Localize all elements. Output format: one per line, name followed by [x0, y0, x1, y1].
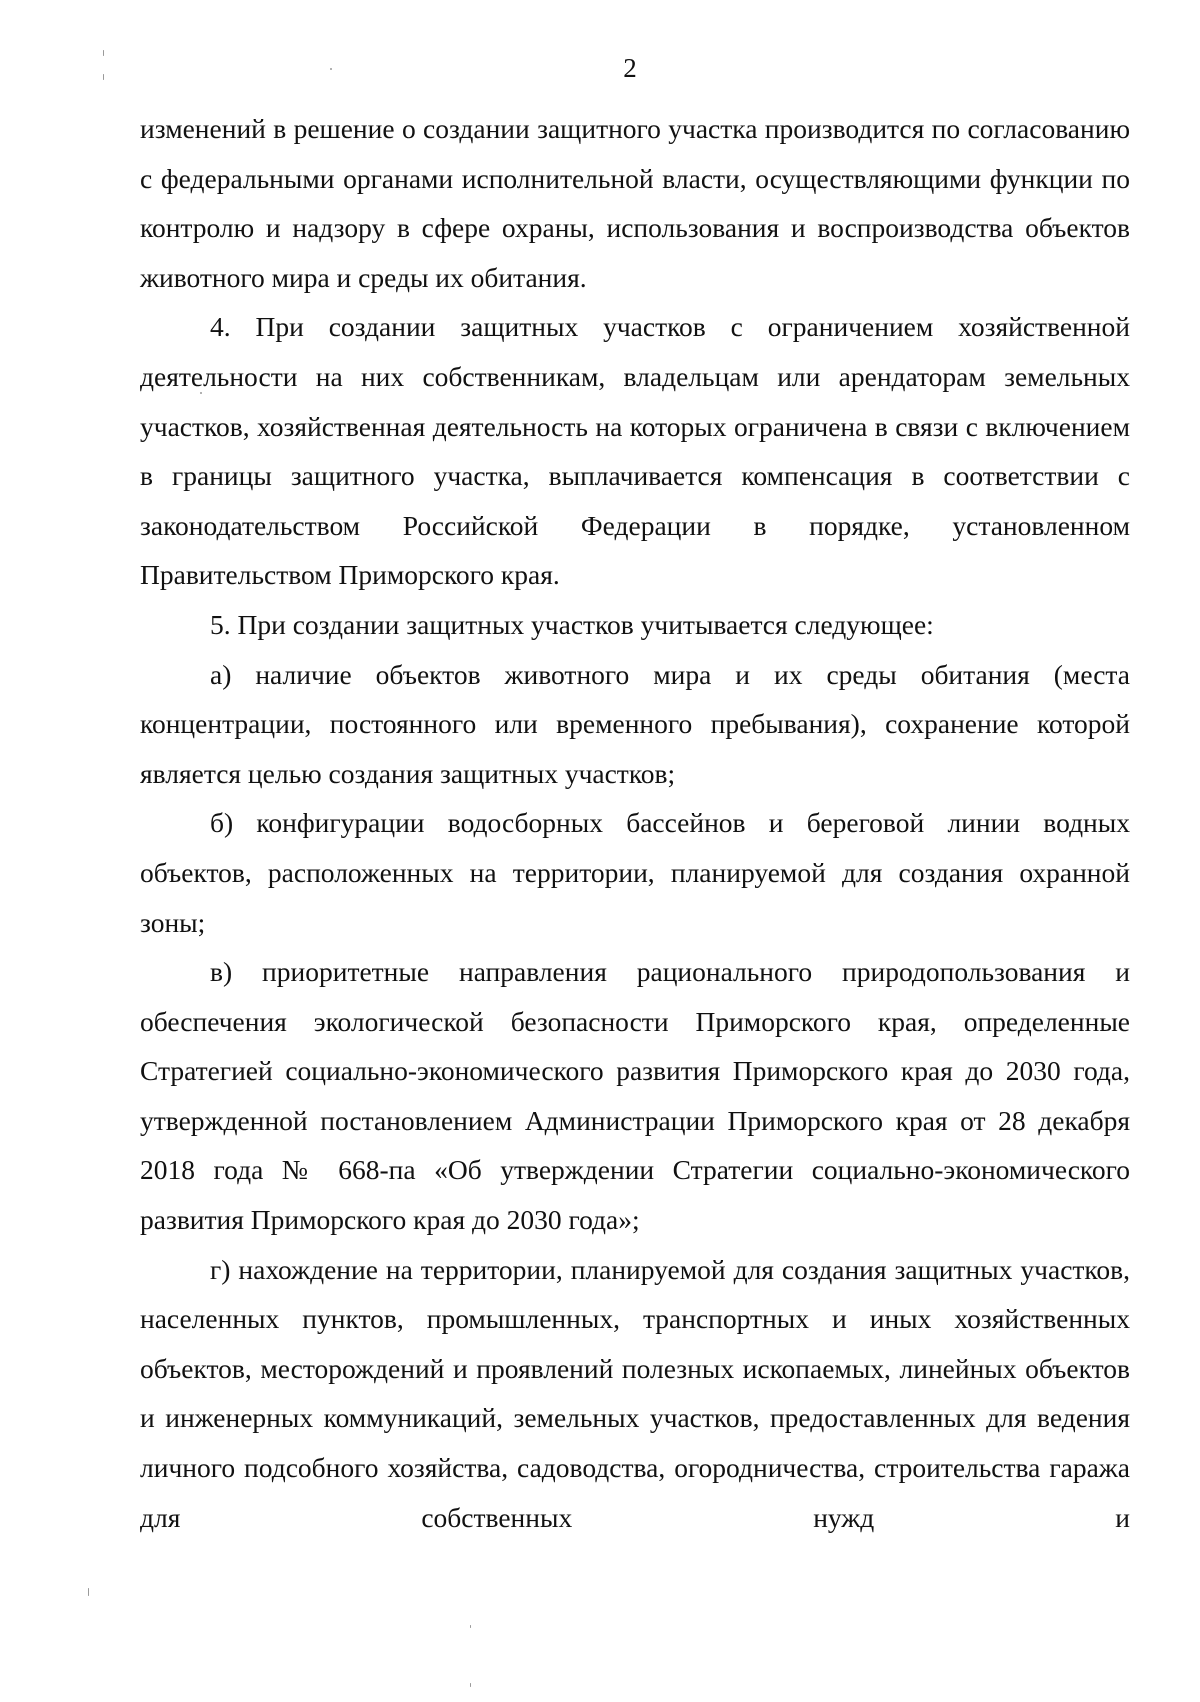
paragraph-item-5: 5. При создании защитных участков учитывается следующее:: [210, 608, 934, 640]
paragraph-item-4: 4. При создании защитных участков с ограничением хозяйственной деятельности на них собственникам, владельцам или арендаторам земельных участков, хозяйственная деятельность на которых ограничена в связи с включением в границы защитного участка, выплачивается компенсация в соответствии с законодательством Российской Федерации в порядке, установленном Правительством Приморского края.: [140, 311, 1130, 591]
subitem-g: г) нахождение на территории, планируемой для создания защитных участков, населенных пунктов, промышленных, транспортных и иных хозяйственных объектов, месторождений и проявлений полезных ископаемых, линейных объектов и инженерных коммуникаций, земельных участков, предоставленных для ведения личного подсобного хозяйства, садоводства, огородничества, строительства гаража для собственных нужд и: [140, 1253, 1130, 1533]
page-number: 2: [623, 53, 637, 83]
scan-speck: [470, 1625, 471, 1628]
subitem-v: в) приоритетные направления рационального природопользования и обеспечения экологической безопасности Приморского края, определенные Стратегией социально-экономического развития Приморского края до 2030 года, утвержденной постановлением Администрации Приморского края от 28 декабря 2018 года № 668-па «Об утверждении Стратегии социально-экономического развития Приморского края до 2030 года»;: [140, 956, 1130, 1236]
scan-speck: [470, 1683, 471, 1687]
scan-speck: [103, 74, 104, 80]
scan-speck: [88, 1588, 89, 1596]
subitem-a: а) наличие объектов животного мира и их среды обитания (места концентрации, постоянного или временного пребывания), сохранение которой является целью создания защитных участков;: [140, 658, 1130, 789]
subitem-b: б) конфигурации водосборных бассейнов и береговой линии водных объектов, расположенных на территории, планируемой для создания охранной зоны;: [140, 807, 1130, 938]
document-body: [140, 104, 1130, 1542]
scan-speck: [103, 50, 104, 56]
scan-speck: [200, 392, 202, 394]
paragraph-continuation: изменений в решение о создании защитного участка производится по согласованию с федеральными органами исполнительной власти, осуществляющими функции по контролю и надзору в сфере охраны, использования и воспроизводства объектов животного мира и среды их обитания.: [140, 113, 1130, 293]
scan-speck: [330, 68, 332, 70]
